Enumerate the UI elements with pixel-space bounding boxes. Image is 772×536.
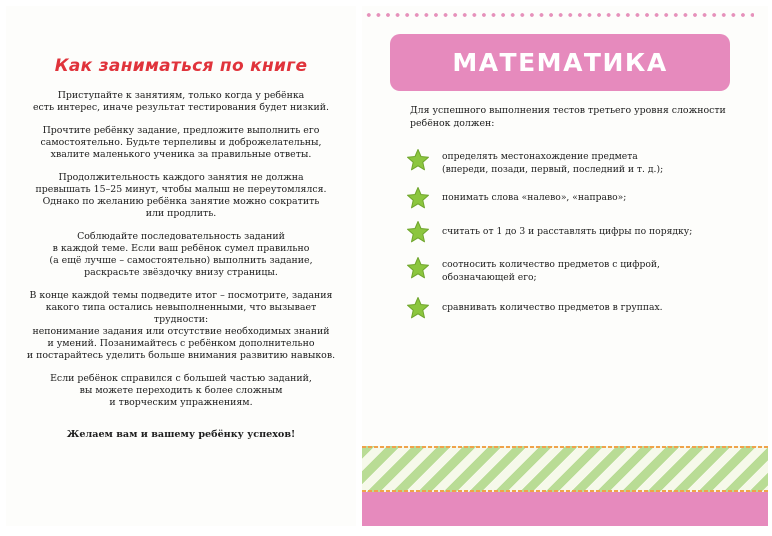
pink-footer-band bbox=[362, 492, 768, 526]
skill-text: определять местонахождение предмета (впереди, позади, первый, последний и т. д.); bbox=[442, 151, 664, 175]
list-item bbox=[406, 146, 746, 174]
star-icon bbox=[406, 256, 430, 280]
paragraph: Продолжительность каждого занятия не должна превышать 15–25 минут, чтобы малыш не переутомлялся. Однако по желанию ребёнка занятие можно сократить или продлить. bbox=[35, 172, 327, 219]
list-item bbox=[406, 218, 746, 246]
banner-title: МАТЕМАТИКА bbox=[452, 48, 668, 77]
page-title: Как заниматься по книге bbox=[54, 56, 308, 76]
skill-text: сравнивать количество предметов в группах. bbox=[442, 302, 663, 313]
paragraph: Прочтите ребёнку задание, предложите выполнить его самостоятельно. Будьте терпеливы и доброжелательны, хвалите маленького ученика за правильные ответы. bbox=[40, 125, 322, 160]
list-item bbox=[406, 184, 746, 212]
paragraph: Приступайте к занятиям, только когда у ребёнка есть интерес, иначе результат тестирования будет низкий. bbox=[33, 90, 329, 113]
skill-text: понимать слова «налево», «направо»; bbox=[442, 192, 627, 203]
striped-footer-band bbox=[362, 446, 768, 492]
dotted-border bbox=[364, 12, 754, 18]
paragraph: Если ребёнок справился с большей частью заданий, вы можете переходить к более сложным и творческим упражнениям. bbox=[50, 373, 312, 408]
intro-text: Для успешного выполнения тестов третьего уровня сложности ребёнок должен: bbox=[410, 105, 726, 129]
subject-banner bbox=[390, 34, 730, 91]
star-icon bbox=[406, 296, 430, 320]
instructions-text bbox=[22, 90, 340, 452]
left-page bbox=[6, 6, 356, 526]
list-item bbox=[406, 294, 746, 322]
closing-wish: Желаем вам и вашему ребёнку успехов! bbox=[66, 429, 296, 440]
star-icon bbox=[406, 148, 430, 172]
list-item bbox=[406, 254, 746, 282]
star-icon bbox=[406, 220, 430, 244]
dashed-edge bbox=[362, 446, 768, 448]
paragraph: В конце каждой темы подведите итог – посмотрите, задания какого типа остались невыполненными, что вызывает трудности: непонимание задания или отсутствие необходимых знаний и умений. Позанимайтесь с ребёнком дополнительно и постарайтесь уделить больше внимания развитию навыков. bbox=[26, 290, 336, 361]
star-icon bbox=[406, 186, 430, 210]
skill-text: считать от 1 до 3 и расставлять цифры по порядку; bbox=[442, 226, 693, 237]
skill-text: соотносить количество предметов с цифрой, обозначающей его; bbox=[442, 259, 660, 283]
paragraph: Соблюдайте последовательность заданий в каждой теме. Если ваш ребёнок сумел правильно (а ещё лучше – самостоятельно) выполнить задание, раскрасьте звёздочку внизу страницы. bbox=[49, 231, 313, 278]
